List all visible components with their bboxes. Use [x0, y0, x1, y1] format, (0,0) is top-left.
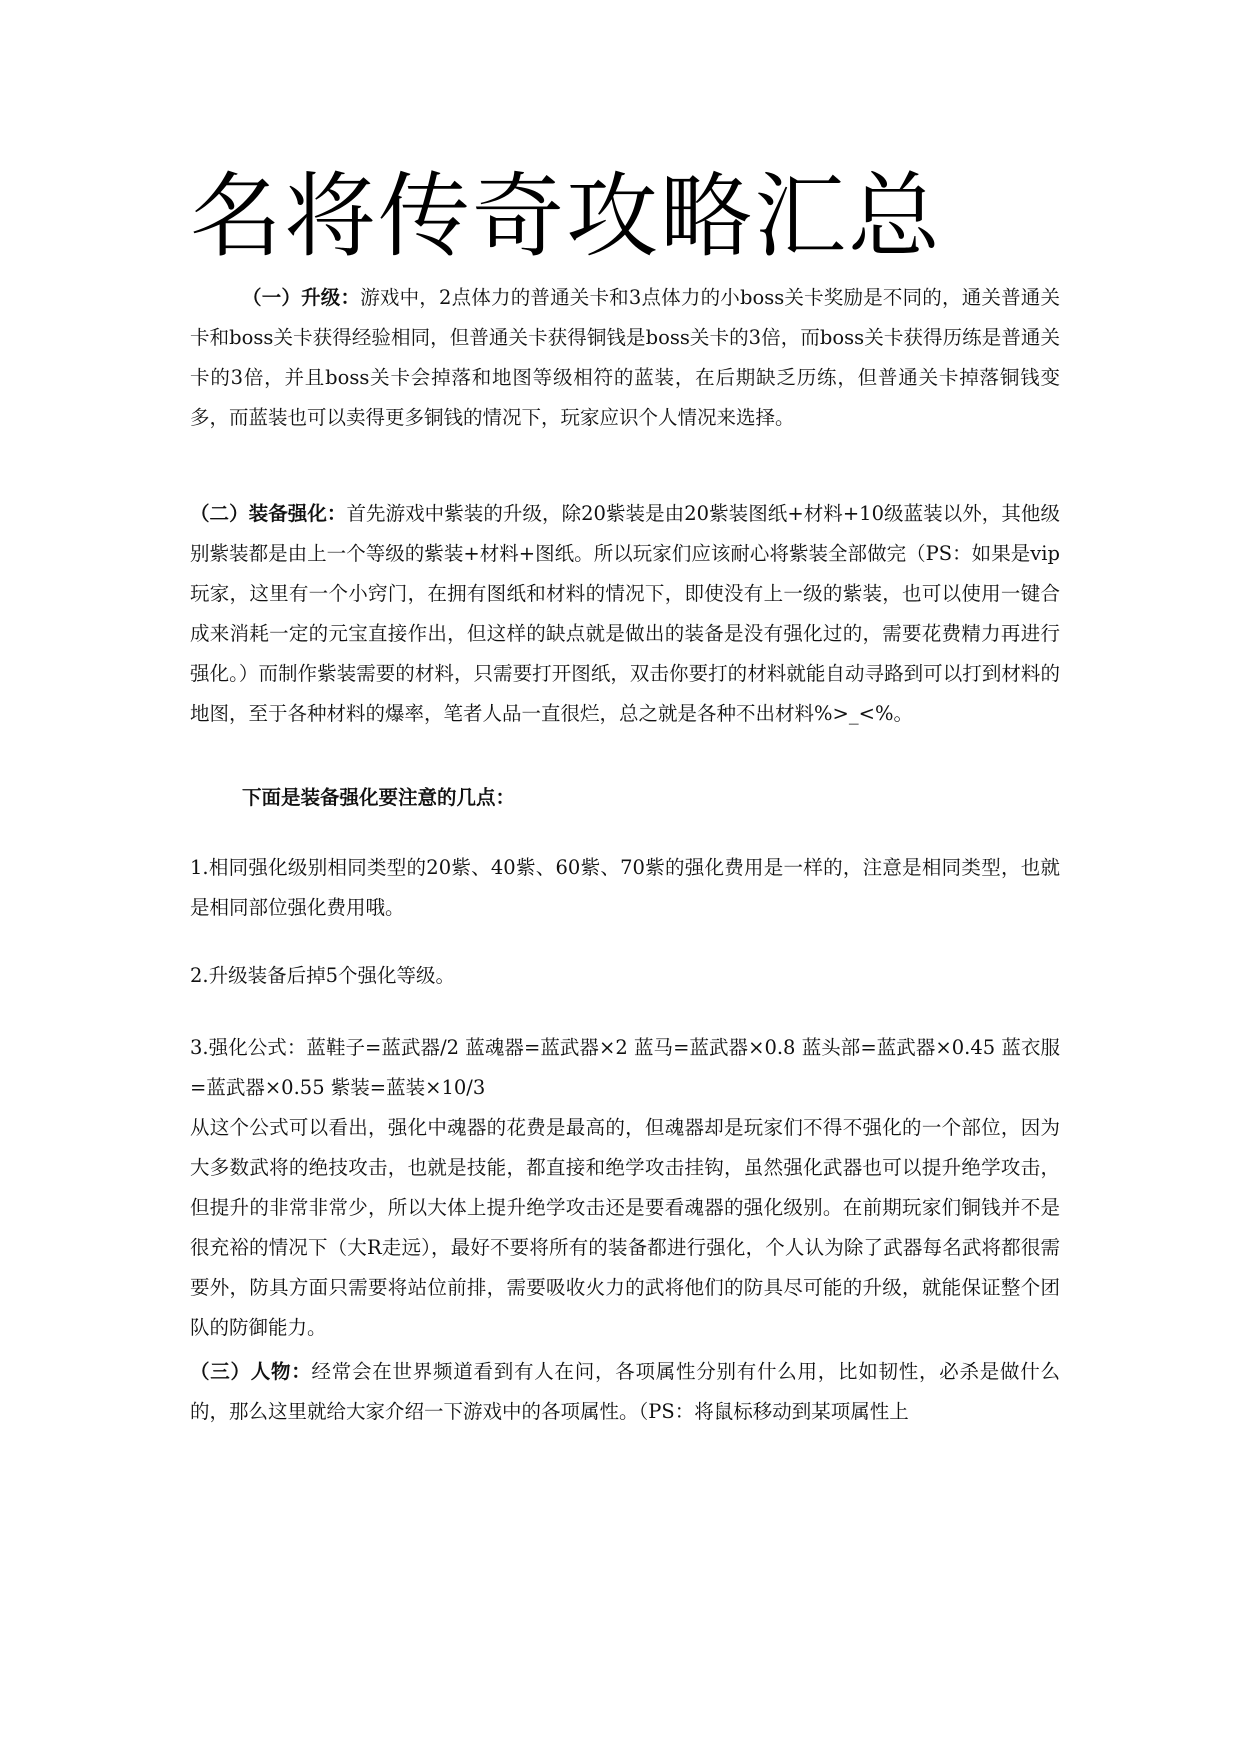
document-title: 名将传奇攻略汇总: [190, 163, 943, 270]
note-item-3: 3.强化公式：蓝鞋子=蓝武器/2 蓝魂器=蓝武器×2 蓝马=蓝武器×0.8 蓝头部=蓝武器×0.45 蓝衣服=蓝武器×0.55 紫装=蓝装×10/3: [190, 1036, 1060, 1099]
section-character: [190, 1352, 1060, 1432]
section-upgrade-label: （一）升级：: [242, 286, 361, 309]
section-equipment: [190, 494, 1060, 734]
note-item-3-explanation: 从这个公式可以看出，强化中魂器的花费是最高的，但魂器却是玩家们不得不强化的一个部位，因为大多数武将的绝技攻击，也就是技能，都直接和绝学攻击挂钩，虽然强化武器也可以提升绝学攻击，但提升的非常非常少，所以大体上提升绝学攻击还是要看魂器的强化级别。在前期玩家们铜钱并不是很充裕的情况下（大R走远），最好不要将所有的装备都进行强化，个人认为除了武器每名武将都很需要外，防具方面只需要将站位前排，需要吸收火力的武将他们的防具尽可能的升级，就能保证整个团队的防御能力。: [190, 1116, 1060, 1339]
note-item-1: 1.相同强化级别相同类型的20紫、40紫、60紫、70紫的强化费用是一样的，注意是相同类型，也就是相同部位强化费用哦。: [190, 856, 1060, 919]
section-upgrade-body: 游戏中，2点体力的普通关卡和3点体力的小boss关卡奖励是不同的，通关普通关卡和boss关卡获得经验相同，但普通关卡获得铜钱是boss关卡的3倍，而boss关卡获得历练是普通关卡的3倍，并且boss关卡会掉落和地图等级相符的蓝装，在后期缺乏历练，但普通关卡掉落铜钱变多，而蓝装也可以卖得更多铜钱的情况下，玩家应识个人情况来选择。: [190, 286, 1060, 429]
section-character-body: 经常会在世界频道看到有人在问，各项属性分别有什么用，比如韧性，必杀是做什么的，那么这里就给大家介绍一下游戏中的各项属性。（PS：将鼠标移动到某项属性上: [190, 1360, 1060, 1423]
notes-heading: 下面是装备强化要注意的几点：: [242, 786, 516, 809]
note-item-2: 2.升级装备后掉5个强化等级。: [190, 964, 456, 987]
section-equipment-label: （二）装备强化：: [190, 502, 347, 525]
section-equipment-body: 首先游戏中紫装的升级，除20紫装是由20紫装图纸+材料+10级蓝装以外，其他级别紫装都是由上一个等级的紫装+材料+图纸。所以玩家们应该耐心将紫装全部做完（PS：如果是vip玩家，这里有一个小窍门，在拥有图纸和材料的情况下，即使没有上一级的紫装，也可以使用一键合成来消耗一定的元宝直接作出，但这样的缺点就是做出的装备是没有强化过的，需要花费精力再进行强化。）而制作紫装需要的材料，只需要打开图纸，双击你要打的材料就能自动寻路到可以打到材料的地图，至于各种材料的爆率，笔者人品一直很烂，总之就是各种不出材料%>_<%。: [190, 502, 1060, 725]
section-upgrade: [190, 278, 1060, 438]
section-character-label: （三）人物：: [190, 1360, 312, 1383]
